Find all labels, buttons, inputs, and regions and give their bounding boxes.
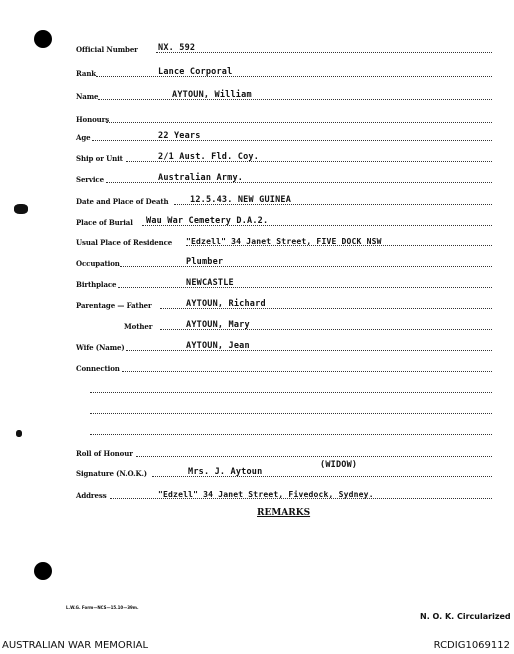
occupation-label: Occupation — [76, 259, 120, 268]
roll-of-honour-label: Roll of Honour — [76, 449, 133, 458]
wife-value: AYTOUN, Jean — [186, 341, 250, 351]
father-value: AYTOUN, Richard — [186, 299, 266, 309]
remarks-heading: REMARKS — [257, 508, 311, 518]
unit-label: Ship or Unit — [76, 154, 123, 163]
dotted-line — [122, 370, 492, 372]
birthplace-label: Birthplace — [76, 280, 117, 289]
connection-line-3 — [90, 401, 492, 415]
official-number-label: Official Number — [76, 45, 138, 54]
dotted-line — [96, 75, 492, 77]
burial-value: Wau War Cemetery D.A.2. — [146, 216, 269, 226]
dotted-line — [126, 349, 492, 351]
signature-value: Mrs. J. Aytoun — [188, 467, 263, 477]
unit-value: 2/1 Aust. Fld. Coy. — [158, 152, 260, 162]
official-number-row — [76, 40, 492, 54]
mother-value: AYTOUN, Mary — [186, 320, 250, 330]
name-row — [76, 87, 492, 101]
punch-hole-bottom — [34, 562, 52, 580]
signature-row — [76, 460, 492, 478]
residence-row — [76, 233, 492, 247]
birthplace-row — [76, 275, 492, 289]
death-value: 12.5.43. NEW GUINEA — [190, 195, 292, 205]
connection-line-4 — [90, 422, 492, 436]
ink-smudge — [16, 430, 22, 437]
punch-hole-top — [34, 30, 52, 48]
burial-row — [76, 213, 492, 227]
mother-label: Mother — [124, 322, 153, 331]
nok-circularized-stamp: N. O. K. Circularized — [420, 612, 511, 621]
footer-institution: AUSTRALIAN WAR MEMORIAL — [2, 640, 149, 651]
death-row — [76, 192, 492, 206]
ink-smudge — [14, 204, 28, 214]
dotted-line — [92, 139, 492, 141]
wife-label: Wife (Name) — [76, 343, 125, 352]
occupation-row — [76, 254, 492, 268]
dotted-line — [118, 286, 492, 288]
archive-footer — [0, 640, 514, 654]
mother-row — [76, 317, 492, 331]
official-number-value: NX. 592 — [158, 43, 196, 53]
connection-label: Connection — [76, 364, 120, 373]
dotted-line — [106, 121, 492, 123]
signature-label: Signature (N.O.K.) — [76, 469, 147, 478]
age-row — [76, 128, 492, 142]
form-code: L.W.G. Form—NCS—15.10—39m. — [66, 605, 139, 610]
footer-record-id: RCDIG1069112 — [433, 640, 510, 651]
service-value: Australian Army. — [158, 173, 244, 183]
name-value: AYTOUN, William — [172, 90, 252, 100]
age-value: 22 Years — [158, 131, 201, 141]
address-value: "Edzell" 34 Janet Street, Fivedock, Sydney. — [158, 490, 374, 499]
address-row — [76, 486, 492, 500]
service-label: Service — [76, 175, 104, 184]
honours-label: Honours — [76, 115, 110, 124]
father-row — [76, 296, 492, 310]
rank-label: Rank — [76, 69, 97, 78]
roll-of-honour-row — [76, 444, 492, 458]
dotted-line — [98, 98, 492, 100]
name-label: Name — [76, 92, 99, 101]
honours-row — [76, 110, 492, 124]
signature-note: (WIDOW) — [320, 460, 358, 470]
wife-row — [76, 338, 492, 352]
address-label: Address — [76, 491, 107, 500]
occupation-value: Plumber — [186, 257, 224, 267]
service-row — [76, 170, 492, 184]
burial-label: Place of Burial — [76, 218, 133, 227]
unit-row — [76, 149, 492, 163]
rank-value: Lance Corporal — [158, 67, 233, 77]
connection-line-2 — [90, 380, 492, 394]
connection-row — [76, 359, 492, 373]
dotted-line — [120, 265, 492, 267]
age-label: Age — [76, 133, 91, 142]
father-label: Parentage — Father — [76, 301, 152, 310]
dotted-line — [136, 455, 492, 457]
residence-value: "Edzell" 34 Janet Street, FIVE DOCK NSW — [186, 237, 382, 246]
rank-row — [76, 64, 492, 78]
dotted-line — [156, 51, 492, 53]
birthplace-value: NEWCASTLE — [186, 278, 234, 288]
death-label: Date and Place of Death — [76, 197, 169, 206]
residence-label: Usual Place of Residence — [76, 238, 173, 247]
